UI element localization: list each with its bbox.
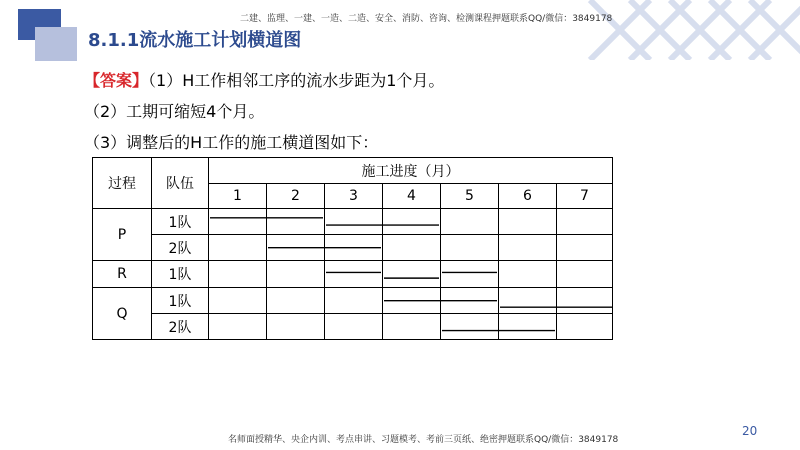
team-cell: 1队 xyxy=(152,288,209,314)
team-cell: 2队 xyxy=(152,314,209,340)
page-title: 8.1.1流水施工计划横道图 xyxy=(88,30,302,51)
process-cell: Q xyxy=(93,288,152,340)
answer-text-1: （1）H工作相邻工序的流水步距为1个月。 xyxy=(148,71,445,90)
month-header: 3 xyxy=(325,184,383,209)
month-header: 2 xyxy=(267,184,325,209)
month-header: 5 xyxy=(441,184,499,209)
header-progress: 施工进度（月） xyxy=(209,158,613,184)
header-team: 队伍 xyxy=(152,158,209,209)
team-cell: 1队 xyxy=(152,261,209,288)
answer-line-3: （3）调整后的H工作的施工横道图如下： xyxy=(84,133,379,152)
page-number: 20 xyxy=(742,424,758,438)
answer-line-1 xyxy=(84,68,444,91)
schedule-table xyxy=(92,157,613,340)
footer-contact-note: 名师面授精华、央企内训、考点串讲、习题模考、考前三页纸、绝密押题联系QQ/微信：3849178 xyxy=(228,435,619,445)
month-header: 6 xyxy=(499,184,557,209)
process-cell: P xyxy=(93,209,152,261)
header-process: 过程 xyxy=(93,158,152,209)
team-cell: 1队 xyxy=(152,209,209,235)
header-contact-note: 二建、监理、一建、一造、二造、安全、消防、咨询、检测课程押题联系QQ/微信：3849178 xyxy=(240,14,613,24)
decor-square-light xyxy=(35,27,77,61)
month-header: 4 xyxy=(383,184,441,209)
team-cell: 2队 xyxy=(152,235,209,261)
process-cell: R xyxy=(93,261,152,288)
month-header: 1 xyxy=(209,184,267,209)
month-header: 7 xyxy=(557,184,613,209)
answer-tag: 【答案】 xyxy=(84,71,149,90)
corner-stripes-decoration xyxy=(550,0,800,60)
answer-line-2: （2）工期可缩短4个月。 xyxy=(84,102,265,121)
